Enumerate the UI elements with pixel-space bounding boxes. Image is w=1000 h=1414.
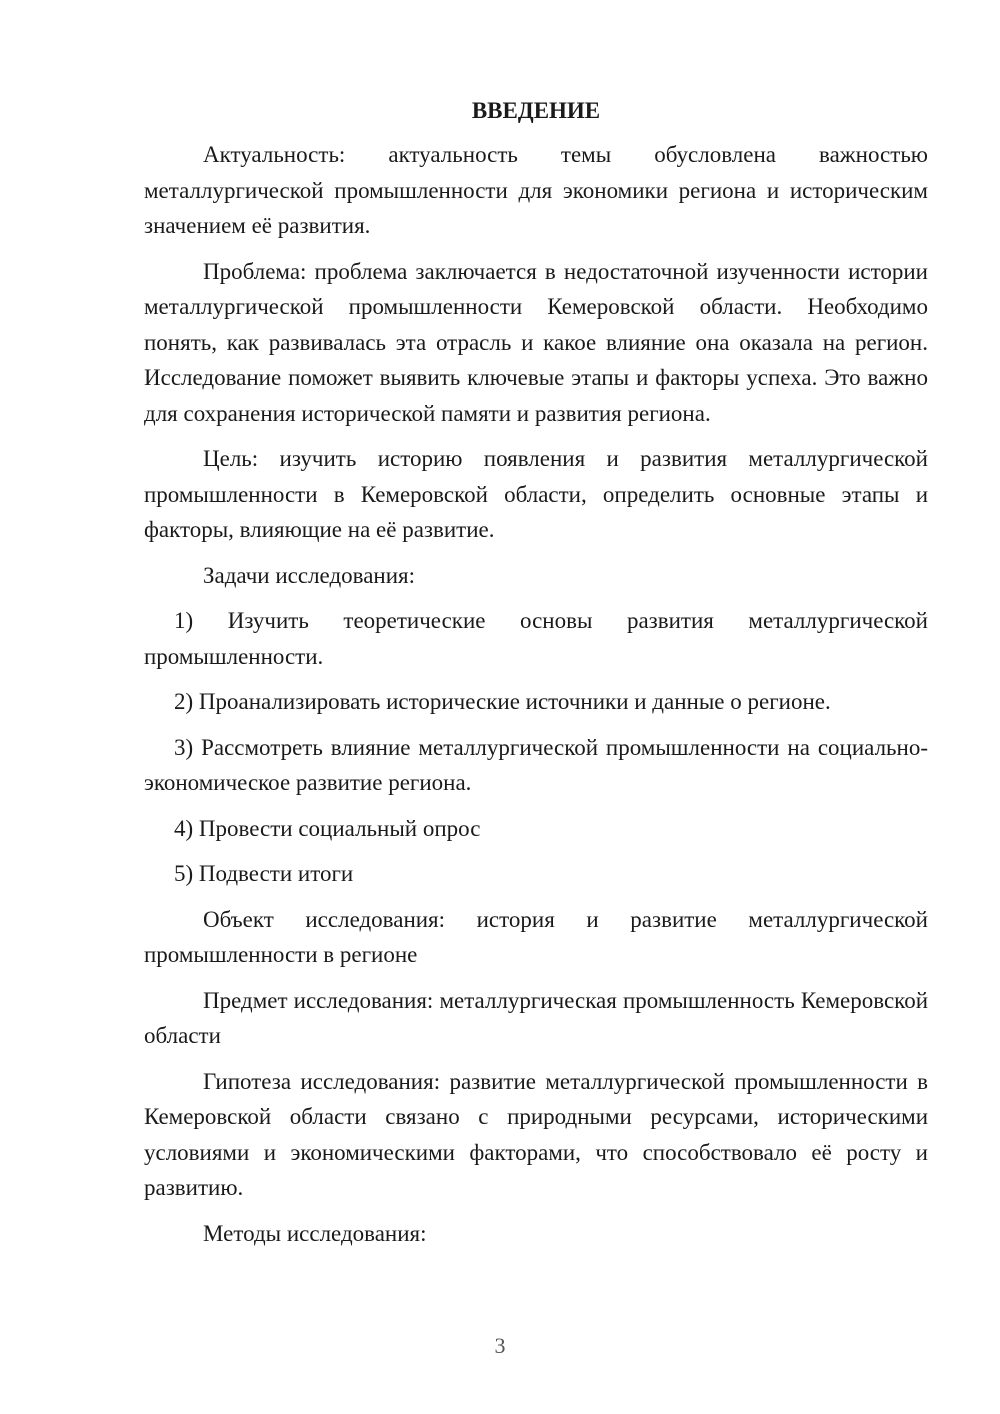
tasks-heading: Задачи исследования: [203,562,416,588]
methods-heading: Методы исследования: [203,1220,427,1246]
task-item: 3) Рассмотреть влияние металлургической промышленности на социально-экономическое развитие региона. [144,734,928,795]
task-item: 2) Проанализировать исторические источники и данные о регионе. [174,689,831,714]
hypothesis-paragraph: Гипотеза исследования: развитие металлургической промышленности в Кемеровской области связано с природными ресурсами, историческими условиями и экономическими факторами, что способствовало её росту и развитию. [144,1068,928,1200]
page-number: 3 [494,1333,506,1358]
section-heading: ВВЕДЕНИЕ [471,98,601,123]
object-paragraph: Объект исследования: история и развитие металлургической промышленности в регионе [144,906,928,967]
task-item: 4) Провести социальный опрос [174,815,481,841]
problem-paragraph: Проблема: проблема заключается в недостаточной изученности истории металлургической промышленности Кемеровской области. Необходимо понять, как развивалась эта отрасль и какое влияние она оказала на регион. Исследование поможет выявить ключевые этапы и факторы успеха. Это важно для сохранения исторической памяти и развития региона. [144,258,928,426]
relevance-paragraph: Актуальность: актуальность темы обусловлена важностью металлургической промышленности для экономики региона и историческим значением её развития. [144,142,928,238]
task-item: 5) Подвести итоги [174,861,354,886]
goal-paragraph: Цель: изучить историю появления и развития металлургической промышленности в Кемеровской области, определить основные этапы и факторы, влияющие на её развитие. [144,446,928,542]
task-item: 1) Изучить теоретические основы развития металлургической промышленности. [144,608,928,669]
document-page [144,95,928,1261]
subject-paragraph: Предмет исследования: металлургическая промышленность Кемеровской области [144,987,928,1048]
